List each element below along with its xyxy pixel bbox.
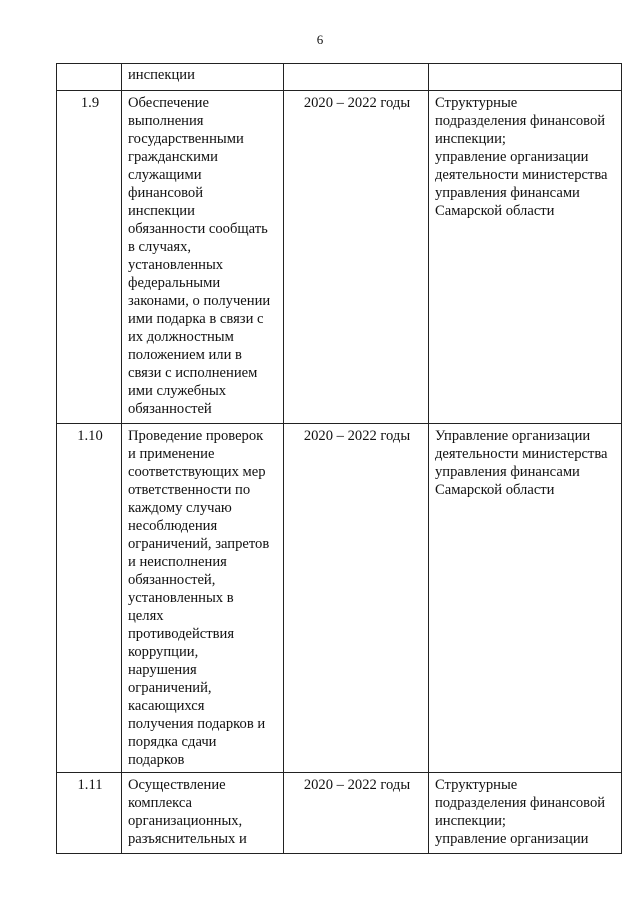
responsible-cell <box>429 64 622 91</box>
activity-cell: инспекции <box>122 64 284 91</box>
term-cell: 2020 – 2022 годы <box>284 773 429 854</box>
measures-table <box>56 63 622 854</box>
activity-cell: Обеспечение выполнения государственными гражданскими служащими финансовой инспекции обязанности сообщать в случаях, установленных федеральными законами, о получении ими подарка в связи с их должностным положением или в связи с исполнением ими служебных обязанностей <box>122 91 284 424</box>
table-row-continuation <box>57 64 622 91</box>
page-number: 6 <box>316 32 324 47</box>
term-cell: 2020 – 2022 годы <box>284 91 429 424</box>
responsible-cell: Структурные подразделения финансовой инспекции; управление организации <box>429 773 622 854</box>
row-number-cell: 1.11 <box>57 773 122 854</box>
term-cell: 2020 – 2022 годы <box>284 424 429 773</box>
table-row <box>57 91 622 424</box>
activity-cell: Осуществление комплекса организационных, разъяснительных и <box>122 773 284 854</box>
row-number-cell <box>57 64 122 91</box>
responsible-cell: Структурные подразделения финансовой инспекции; управление организации деятельности министерства управления финансами Самарской области <box>429 91 622 424</box>
table-row <box>57 424 622 773</box>
row-number-cell: 1.10 <box>57 424 122 773</box>
responsible-cell: Управление организации деятельности министерства управления финансами Самарской области <box>429 424 622 773</box>
activity-cell: Проведение проверок и применение соответствующих мер ответственности по каждому случаю несоблюдения ограничений, запретов и неисполнения обязанностей, установленных в целях противодействия коррупции, нарушения ограничений, касающихся получения подарков и порядка сдачи подарков <box>122 424 284 773</box>
table-row <box>57 773 622 854</box>
term-cell <box>284 64 429 91</box>
row-number-cell: 1.9 <box>57 91 122 424</box>
